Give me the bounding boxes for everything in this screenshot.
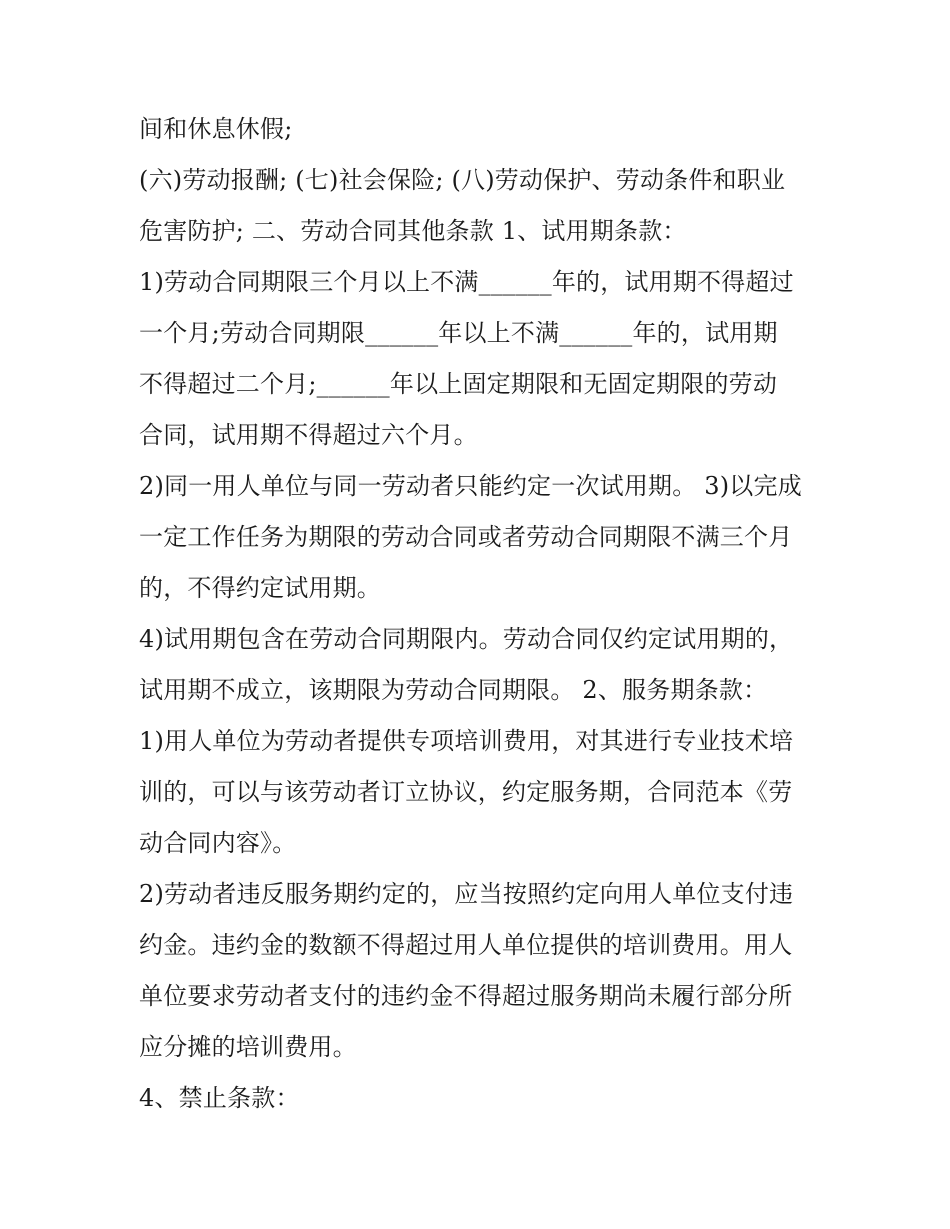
text-line: 应分摊的培训费用。 — [139, 1033, 357, 1061]
text-line: 动合同内容》。 — [139, 829, 297, 857]
text-line: 4)试用期包含在劳动合同期限内。劳动合同仅约定试用期的， — [139, 625, 794, 653]
text-line: 合同，试用期不得超过六个月。 — [139, 421, 478, 449]
text-line: 的，不得约定试用期。 — [139, 574, 381, 602]
text-line: 一个月;劳动合同期限______年以上不满______年的，试用期 — [139, 319, 778, 347]
text-line: 训的，可以与该劳动者订立协议，约定服务期，合同范本《劳 — [139, 778, 793, 806]
text-line: 不得超过二个月;______年以上固定期限和无固定期限的劳动 — [139, 370, 778, 398]
text-line: 2)同一用人单位与同一劳动者只能约定一次试用期。 3)以完成 — [139, 472, 802, 500]
text-line: 单位要求劳动者支付的违约金不得超过服务期尚未履行部分所 — [139, 982, 793, 1010]
text-line: 1)用人单位为劳动者提供专项培训费用，对其进行专业技术培 — [139, 727, 794, 755]
text-line: 2)劳动者违反服务期约定的，应当按照约定向用人单位支付违 — [139, 880, 794, 908]
text-line: 试用期不成立，该期限为劳动合同期限。 2、服务期条款： — [139, 676, 768, 704]
text-line: 1)劳动合同期限三个月以上不满______年的，试用期不得超过 — [139, 268, 794, 296]
text-line: (六)劳动报酬; (七)社会保险; (八)劳动保护、劳动条件和职业 — [139, 166, 786, 194]
text-line: 间和休息休假; — [139, 115, 293, 143]
text-line: 一定工作任务为期限的劳动合同或者劳动合同期限不满三个月 — [139, 523, 793, 551]
text-line: 4、禁止条款： — [139, 1084, 300, 1112]
text-line: 约金。违约金的数额不得超过用人单位提供的培训费用。用人 — [139, 931, 793, 959]
text-line: 危害防护; 二、劳动合同其他条款 1、试用期条款： — [139, 217, 687, 245]
